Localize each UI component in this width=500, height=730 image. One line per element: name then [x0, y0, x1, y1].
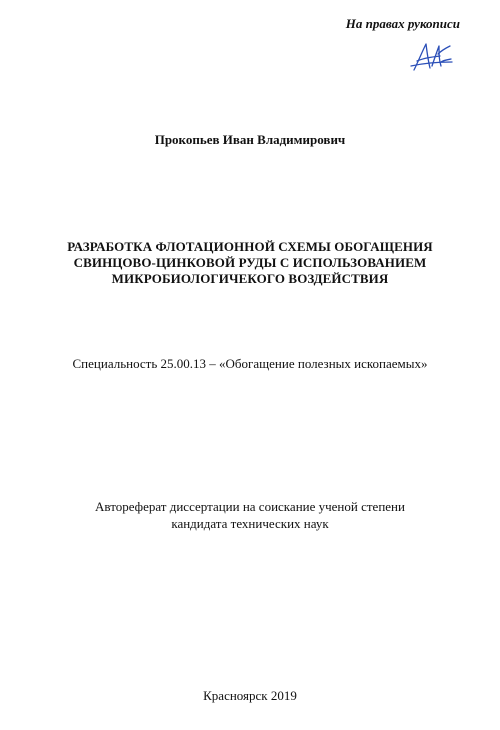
abstract-line: Автореферат диссертации на соискание ученой степени	[95, 499, 405, 514]
abstract-description	[0, 498, 500, 532]
title-line: СВИНЦОВО-ЦИНКОВОЙ РУДЫ С ИСПОЛЬЗОВАНИЕМ	[73, 255, 427, 270]
title-line: РАЗРАБОТКА ФЛОТАЦИОННОЙ СХЕМЫ ОБОГАЩЕНИЯ	[67, 239, 433, 254]
city-year: Красноярск 2019	[203, 688, 297, 703]
rights-note: На правах рукописи	[345, 16, 460, 31]
signature-icon	[408, 40, 454, 74]
title-line: МИКРОБИОЛОГИЧЕКОГО ВОЗДЕЙСТВИЯ	[111, 271, 389, 286]
dissertation-title	[30, 239, 470, 287]
author-name: Прокопьев Иван Владимирович	[154, 132, 346, 147]
abstract-line: кандидата технических наук	[171, 516, 329, 531]
specialty-line: Специальность 25.00.13 – «Обогащение полезных ископаемых»	[72, 356, 428, 371]
